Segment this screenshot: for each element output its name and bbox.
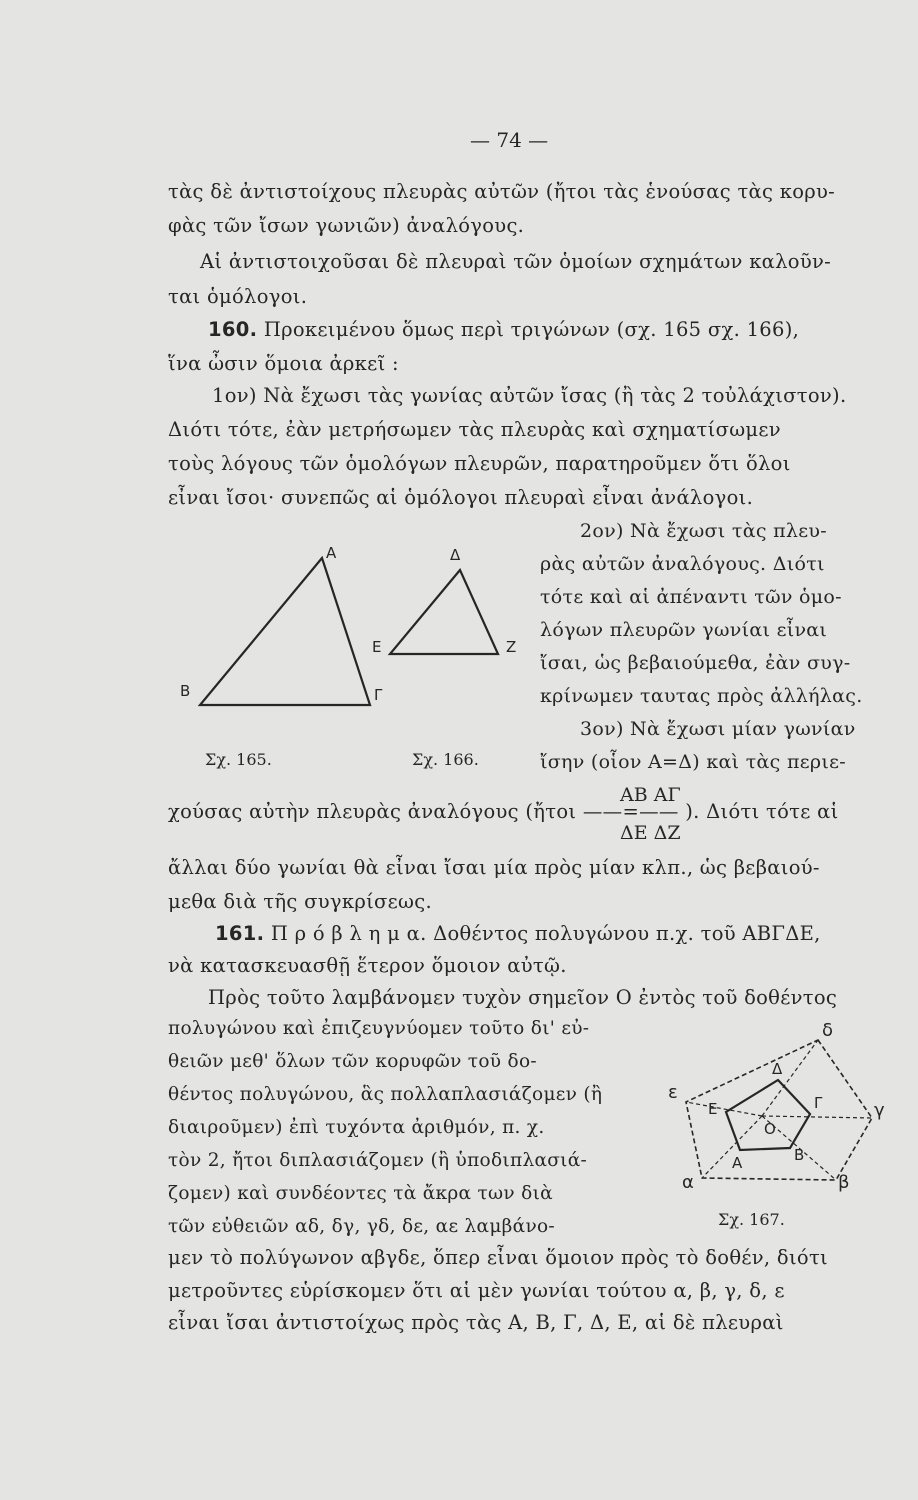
paragraph-160-heading: [208, 318, 799, 341]
text-line: εἶναι ἴσαι ἀντιστοίχως πρὸς τὰς Α, Β, Γ, Δ, Ε, αἱ δὲ πλευραὶ: [168, 1311, 784, 1334]
text-line: πολυγώνου καὶ ἐπιζευγνύομεν τοῦτο δι' εὐ-: [168, 1018, 590, 1039]
text-line: διαιροῦμεν) ἐπὶ τυχόντα ἀριθμόν, π. χ.: [168, 1117, 545, 1138]
fraction-bar: ——=——: [582, 800, 679, 823]
text-line: τὰς δὲ ἀντιστοίχους πλευρὰς αὐτῶν (ἤτοι τὰς ἑνούσας τὰς κορυ-: [168, 180, 836, 203]
text-line: τοὺς λόγους τῶν ὁμολόγων πλευρῶν, παρατηροῦμεν ὅτι ὅλοι: [168, 452, 791, 475]
text-line: ρὰς αὐτῶν ἀναλόγους. Διότι: [540, 553, 825, 575]
vertex-label-z: Ζ: [506, 638, 517, 656]
text-line: θειῶν μεθ' ὅλων τῶν κορυφῶν τοῦ δο-: [168, 1051, 537, 1072]
text-line: Προκειμένου ὅμως περὶ τριγώνων (σχ. 165 σχ. 166),: [263, 318, 800, 341]
text-line: μετροῦντες εὑρίσκομεν ὅτι αἱ μὲν γωνίαι τούτου α, β, γ, δ, ε: [168, 1279, 785, 1302]
text-line: 1ον) Νὰ ἔχωσι τὰς γωνίας αὐτῶν ἴσας (ἢ τὰς 2 τοὐλάχιστον).: [212, 384, 847, 407]
text-line: Αἱ ἀντιστοιχοῦσαι δὲ πλευραὶ τῶν ὁμοίων σχημάτων καλοῦν-: [200, 250, 832, 273]
text-segment: ). Διότι τότε αἱ: [685, 800, 839, 823]
triangle-figure-166: [390, 570, 498, 654]
figure-167-polygons: [660, 1010, 900, 1210]
text-line: ἴσαι, ὡς βεβαιούμεθα, ἐὰν συγ-: [540, 652, 851, 674]
figure-166-caption: Σχ. 166.: [412, 750, 479, 769]
vertex-label-g: Γ: [374, 686, 383, 704]
figures-165-166: [160, 540, 540, 760]
page-number: — 74 —: [470, 128, 549, 152]
text-line: νὰ κατασκευασθῇ ἕτερον ὅμοιον αὐτῷ.: [168, 954, 567, 977]
paragraph-number: 160.: [208, 318, 258, 341]
text-line: 2ον) Νὰ ἔχωσι τὰς πλευ-: [580, 520, 827, 542]
text-line: Διότι τότε, ἐὰν μετρήσωμεν τὰς πλευρὰς καὶ σχηματίσωμεν: [168, 418, 781, 441]
outer-label-d: δ: [822, 1020, 834, 1041]
fraction-numerator: ΑΒ ΑΓ: [620, 784, 681, 806]
text-segment: χούσας αὐτὴν πλευρὰς ἀναλόγους (ἤτοι: [168, 800, 577, 823]
inner-pentagon: [726, 1080, 810, 1150]
inner-label-d: Δ: [772, 1060, 783, 1078]
text-line-with-fraction: [168, 800, 839, 823]
outer-label-a: α: [682, 1172, 694, 1193]
vertex-label-a: Α: [326, 544, 337, 562]
outer-label-e: ε: [668, 1082, 678, 1103]
inner-label-g: Γ: [814, 1094, 823, 1112]
triangle-figure-165: [200, 558, 370, 705]
text-line: φὰς τῶν ἴσων γωνιῶν) ἀναλόγους.: [168, 214, 525, 237]
text-line: λόγων πλευρῶν γωνίαι εἶναι: [540, 619, 828, 641]
text-line: τότε καὶ αἱ ἀπέναντι τῶν ὁμο-: [540, 586, 842, 608]
vertex-label-d: Δ: [450, 546, 461, 564]
text-line: ἴσην (οἷον Α=Δ) καὶ τὰς περιε-: [540, 751, 846, 773]
fraction-denominator: ΔΕ ΔΖ: [620, 822, 681, 844]
text-line: ζομεν) καὶ συνδέοντες τὰ ἄκρα των διὰ: [168, 1183, 553, 1204]
inner-label-a: Α: [732, 1154, 743, 1172]
inner-label-b: Β: [794, 1146, 805, 1164]
inner-label-o: Ο: [764, 1120, 776, 1138]
figure-165-caption: Σχ. 165.: [205, 750, 272, 769]
inner-label-e: Ε: [708, 1100, 718, 1118]
outer-label-g: γ: [874, 1100, 885, 1121]
text-line: τὸν 2, ἤτοι διπλασιάζομεν (ἢ ὑποδιπλασιά-: [168, 1150, 588, 1171]
text-line: Πρὸς τοῦτο λαμβάνομεν τυχὸν σημεῖον Ο ἐντὸς τοῦ δοθέντος: [208, 986, 838, 1009]
text-line: 3ον) Νὰ ἔχωσι μίαν γωνίαν: [580, 718, 856, 740]
text-line: τῶν εὐθειῶν αδ, δγ, γδ, δε, αε λαμβάνο-: [168, 1216, 555, 1237]
text-line: μεν τὸ πολύγωνον αβγδε, ὅπερ εἶναι ὅμοιον πρὸς τὸ δοθέν, διότι: [168, 1246, 828, 1269]
paragraph-161-heading: [215, 922, 821, 945]
text-line: ἄλλαι δύο γωνίαι θὰ εἶναι ἴσαι μία πρὸς μίαν κλπ., ὡς βεβαιού-: [168, 856, 820, 879]
text-line: εἶναι ἴσοι· συνεπῶς αἱ ὁμόλογοι πλευραὶ εἶναι ἀνάλογοι.: [168, 486, 754, 509]
paragraph-number: 161.: [215, 922, 265, 945]
text-line: Π ρ ό β λ η μ α. Δοθέντος πολυγώνου π.χ. τοῦ ΑΒΓΔΕ,: [270, 922, 821, 945]
text-line: μεθα διὰ τῆς συγκρίσεως.: [168, 890, 432, 913]
outer-label-b: β: [838, 1172, 850, 1193]
figure-167-caption: Σχ. 167.: [718, 1210, 785, 1229]
vertex-label-e: Ε: [372, 638, 382, 656]
text-line: θέντος πολυγώνου, ἃς πολλαπλασιάζομεν (ἢ: [168, 1084, 603, 1105]
text-line: ἵνα ὦσιν ὅμοια ἀρκεῖ :: [168, 352, 399, 375]
vertex-label-b: Β: [180, 682, 191, 700]
text-line: κρίνωμεν ταυτας πρὸς ἀλλήλας.: [540, 685, 863, 707]
text-line: ται ὁμόλογοι.: [168, 285, 308, 308]
